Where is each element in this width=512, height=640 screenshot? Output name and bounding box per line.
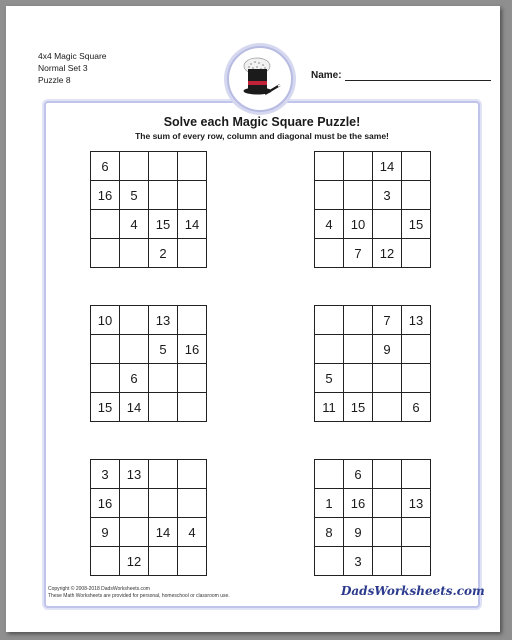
square-cell: 5	[149, 335, 178, 364]
square-cell[interactable]	[120, 518, 149, 547]
square-cell[interactable]	[178, 489, 207, 518]
square-cell: 9	[91, 518, 120, 547]
square-cell: 16	[91, 181, 120, 210]
square-cell: 14	[149, 518, 178, 547]
square-cell[interactable]	[91, 335, 120, 364]
square-cell[interactable]	[149, 489, 178, 518]
square-cell: 15	[402, 210, 431, 239]
square-cell: 16	[91, 489, 120, 518]
square-cell: 11	[315, 393, 344, 422]
square-cell[interactable]	[402, 460, 431, 489]
square-cell[interactable]	[91, 239, 120, 268]
square-cell[interactable]	[149, 547, 178, 576]
square-cell[interactable]	[344, 181, 373, 210]
square-cell: 4	[120, 210, 149, 239]
magic-hat-icon	[235, 54, 285, 104]
magic-square-4	[314, 305, 431, 422]
square-cell[interactable]	[120, 489, 149, 518]
square-cell: 3	[91, 460, 120, 489]
square-cell: 6	[120, 364, 149, 393]
square-cell: 7	[344, 239, 373, 268]
square-cell: 14	[178, 210, 207, 239]
square-cell[interactable]	[373, 460, 402, 489]
square-cell: 1	[315, 489, 344, 518]
magic-square-1	[90, 151, 207, 268]
square-cell[interactable]	[149, 364, 178, 393]
square-cell[interactable]	[178, 239, 207, 268]
brand-logo: DadsWorksheets.com	[341, 584, 485, 598]
square-cell: 13	[402, 489, 431, 518]
header-line-set: Normal Set 3	[38, 63, 88, 73]
square-cell[interactable]	[373, 364, 402, 393]
square-cell[interactable]	[120, 306, 149, 335]
square-cell[interactable]	[373, 518, 402, 547]
worksheet-page	[6, 6, 500, 632]
footer-note: These Math Worksheets are provided for personal, homeschool or classroom use.	[48, 593, 230, 599]
puzzle-frame	[44, 101, 480, 608]
square-cell[interactable]	[373, 547, 402, 576]
square-cell[interactable]	[402, 518, 431, 547]
square-cell: 6	[91, 152, 120, 181]
square-cell[interactable]	[315, 460, 344, 489]
square-cell: 15	[344, 393, 373, 422]
square-cell[interactable]	[178, 152, 207, 181]
square-cell[interactable]	[178, 364, 207, 393]
square-cell: 13	[402, 306, 431, 335]
header-info	[38, 50, 107, 86]
square-cell: 7	[373, 306, 402, 335]
square-cell[interactable]	[149, 460, 178, 489]
name-field[interactable]	[311, 70, 491, 84]
magic-hat-badge	[227, 46, 293, 112]
magic-square-5	[90, 459, 207, 576]
square-cell[interactable]	[344, 364, 373, 393]
square-cell: 10	[91, 306, 120, 335]
square-cell[interactable]	[178, 393, 207, 422]
footer-copyright: Copyright © 2008-2018 DadsWorksheets.com	[48, 586, 150, 592]
square-cell[interactable]	[91, 210, 120, 239]
square-cell[interactable]	[402, 335, 431, 364]
square-cell: 5	[120, 181, 149, 210]
square-cell[interactable]	[402, 364, 431, 393]
square-cell[interactable]	[373, 210, 402, 239]
square-cell: 4	[315, 210, 344, 239]
square-cell[interactable]	[315, 181, 344, 210]
header-line-title: 4x4 Magic Square	[38, 51, 107, 61]
square-cell[interactable]	[178, 460, 207, 489]
magic-square-6	[314, 459, 431, 576]
instructions-subtitle: The sum of every row, column and diagonal must be the same!	[135, 131, 389, 141]
square-cell[interactable]	[373, 393, 402, 422]
square-cell[interactable]	[315, 152, 344, 181]
square-cell: 6	[402, 393, 431, 422]
square-cell[interactable]	[149, 152, 178, 181]
header-line-puzzle: Puzzle 8	[38, 75, 71, 85]
square-cell[interactable]	[149, 393, 178, 422]
square-cell[interactable]	[315, 335, 344, 364]
square-cell[interactable]	[120, 335, 149, 364]
instructions-title: Solve each Magic Square Puzzle!	[163, 115, 361, 129]
square-cell[interactable]	[178, 547, 207, 576]
square-cell[interactable]	[178, 306, 207, 335]
square-cell[interactable]	[344, 335, 373, 364]
square-cell[interactable]	[402, 181, 431, 210]
square-cell: 12	[373, 239, 402, 268]
square-cell[interactable]	[315, 239, 344, 268]
square-cell: 5	[315, 364, 344, 393]
square-cell: 9	[344, 518, 373, 547]
square-cell[interactable]	[315, 306, 344, 335]
square-cell: 13	[149, 306, 178, 335]
square-cell: 12	[120, 547, 149, 576]
square-cell[interactable]	[91, 364, 120, 393]
square-cell[interactable]	[120, 152, 149, 181]
square-cell: 8	[315, 518, 344, 547]
square-cell: 14	[120, 393, 149, 422]
square-cell: 16	[178, 335, 207, 364]
square-cell[interactable]	[315, 547, 344, 576]
square-cell[interactable]	[344, 152, 373, 181]
square-cell[interactable]	[402, 547, 431, 576]
square-cell[interactable]	[91, 547, 120, 576]
square-cell[interactable]	[402, 239, 431, 268]
square-cell[interactable]	[373, 489, 402, 518]
square-cell[interactable]	[402, 152, 431, 181]
magic-square-2	[314, 151, 431, 268]
square-cell: 6	[344, 460, 373, 489]
name-label: Name:	[311, 70, 342, 81]
square-cell: 3	[344, 547, 373, 576]
square-cell[interactable]	[120, 239, 149, 268]
square-cell: 14	[373, 152, 402, 181]
magic-square-3	[90, 305, 207, 422]
square-cell: 10	[344, 210, 373, 239]
square-cell: 15	[149, 210, 178, 239]
name-line	[345, 80, 491, 81]
square-cell[interactable]	[178, 181, 207, 210]
square-cell: 13	[120, 460, 149, 489]
square-cell: 15	[91, 393, 120, 422]
square-cell: 2	[149, 239, 178, 268]
square-cell: 16	[344, 489, 373, 518]
square-cell[interactable]	[344, 306, 373, 335]
square-cell: 3	[373, 181, 402, 210]
square-cell: 4	[178, 518, 207, 547]
footer	[48, 586, 230, 600]
square-cell[interactable]	[149, 181, 178, 210]
square-cell: 9	[373, 335, 402, 364]
